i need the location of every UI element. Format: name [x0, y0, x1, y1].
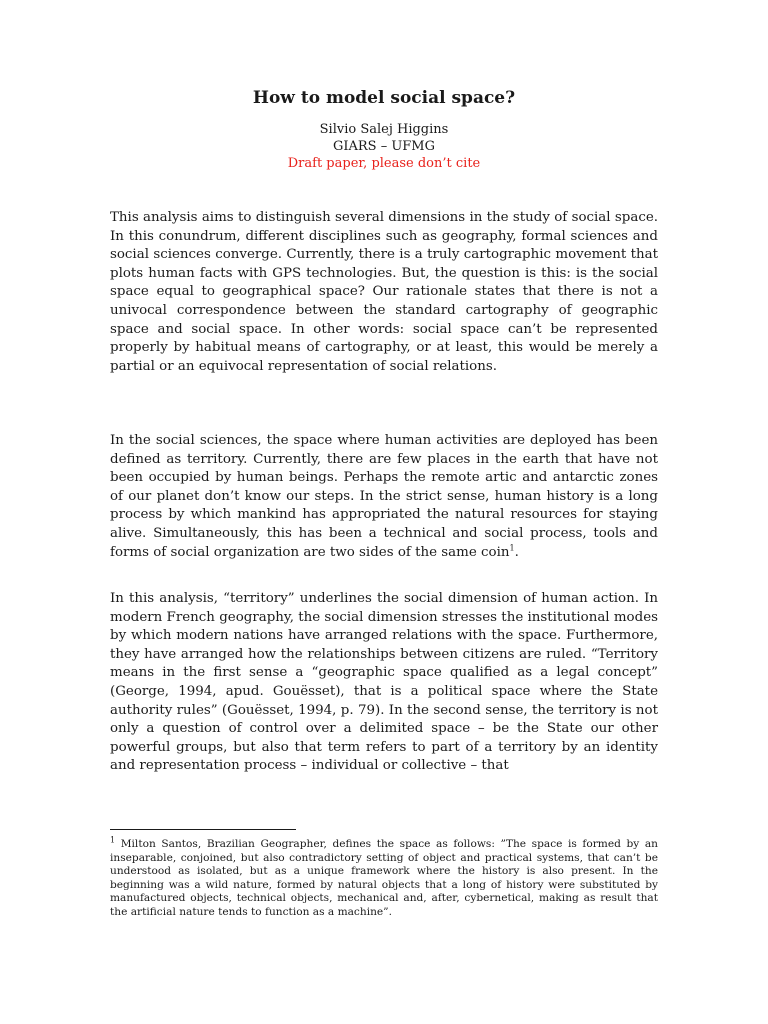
author-affiliation: GIARS – UFMG — [332, 139, 436, 154]
paragraph-intro: This analysis aims to distinguish several dimensions in the study of social space. In this conundrum, different disciplines such as geography, formal sciences and social sciences converge. Currently, there is a truly cartographic movement that plots human facts with GPS technologies. But, the question is this: is the social space equal to geographical space? Our rationale states that there is not a univocal correspondence between the standard cartography of geographic space and social space. In other words: social space can’t be represented properly by habitual means of cartography, or at least, this would be merely a partial or an equivocal representation of social relations. — [110, 210, 658, 374]
footnote-divider — [110, 829, 296, 830]
paragraph-territory — [110, 432, 658, 562]
draft-notice: Draft paper, please don’t cite — [287, 156, 481, 171]
footnote — [110, 835, 658, 919]
footnote-text: Milton Santos, Brazilian Geographer, defines the space as follows: ”The space is formed by an inseparable, conjoined, but also contradictory setting of object and practical systems, that can’t be understood as isolated, but as a unique framework where the history is also present. In the beginning was a wild nature, formed by natural objects that a long of history were substituted by manufactured objects, technical objects, mechanical and, after, cybernetical, making as result that the artificial nature tends to function as a machine”. — [110, 838, 658, 918]
author-name: Silvio Salej Higgins — [319, 122, 449, 137]
paragraph-territory-definition: In this analysis, “territory” underlines the social dimension of human action. In modern French geography, the social dimension stresses the institutional modes by which modern nations have arranged relations with the space. Furthermore, they have arranged how the relationships between citizens are ruled. “Territory means in the first sense a “geographic space qualified as a legal concept” (George, 1994, apud. Gouësset), that is a political space where the State authority rules” (Gouësset, 1994, p. 79). In the second sense, the territory is not only a question of control over a delimited space – be the State our other powerful groups, but also that term refers to part of a territory by an identity and representation process – individual or collective – that — [110, 591, 658, 774]
footnote-reference[interactable]: 1 — [509, 543, 515, 553]
footnote-mark: 1 — [110, 835, 116, 845]
paragraph-territory-end: . — [514, 544, 519, 560]
paragraph-territory-text: In the social sciences, the space where human activities are deployed has been defined as territory. Currently, there are few places in the earth that have not been occupied by human beings. Perhaps the remote artic and antarctic zones of our planet don’t know our steps. In the strict sense, human history is a long process by which mankind has appropriated the natural resources for staying alive. Simultaneously, this has been a technical and social process, tools and forms of social organization are two sides of the same coin — [110, 433, 658, 560]
paper-title: How to model social space? — [252, 88, 516, 108]
paper-page — [110, 0, 658, 1024]
